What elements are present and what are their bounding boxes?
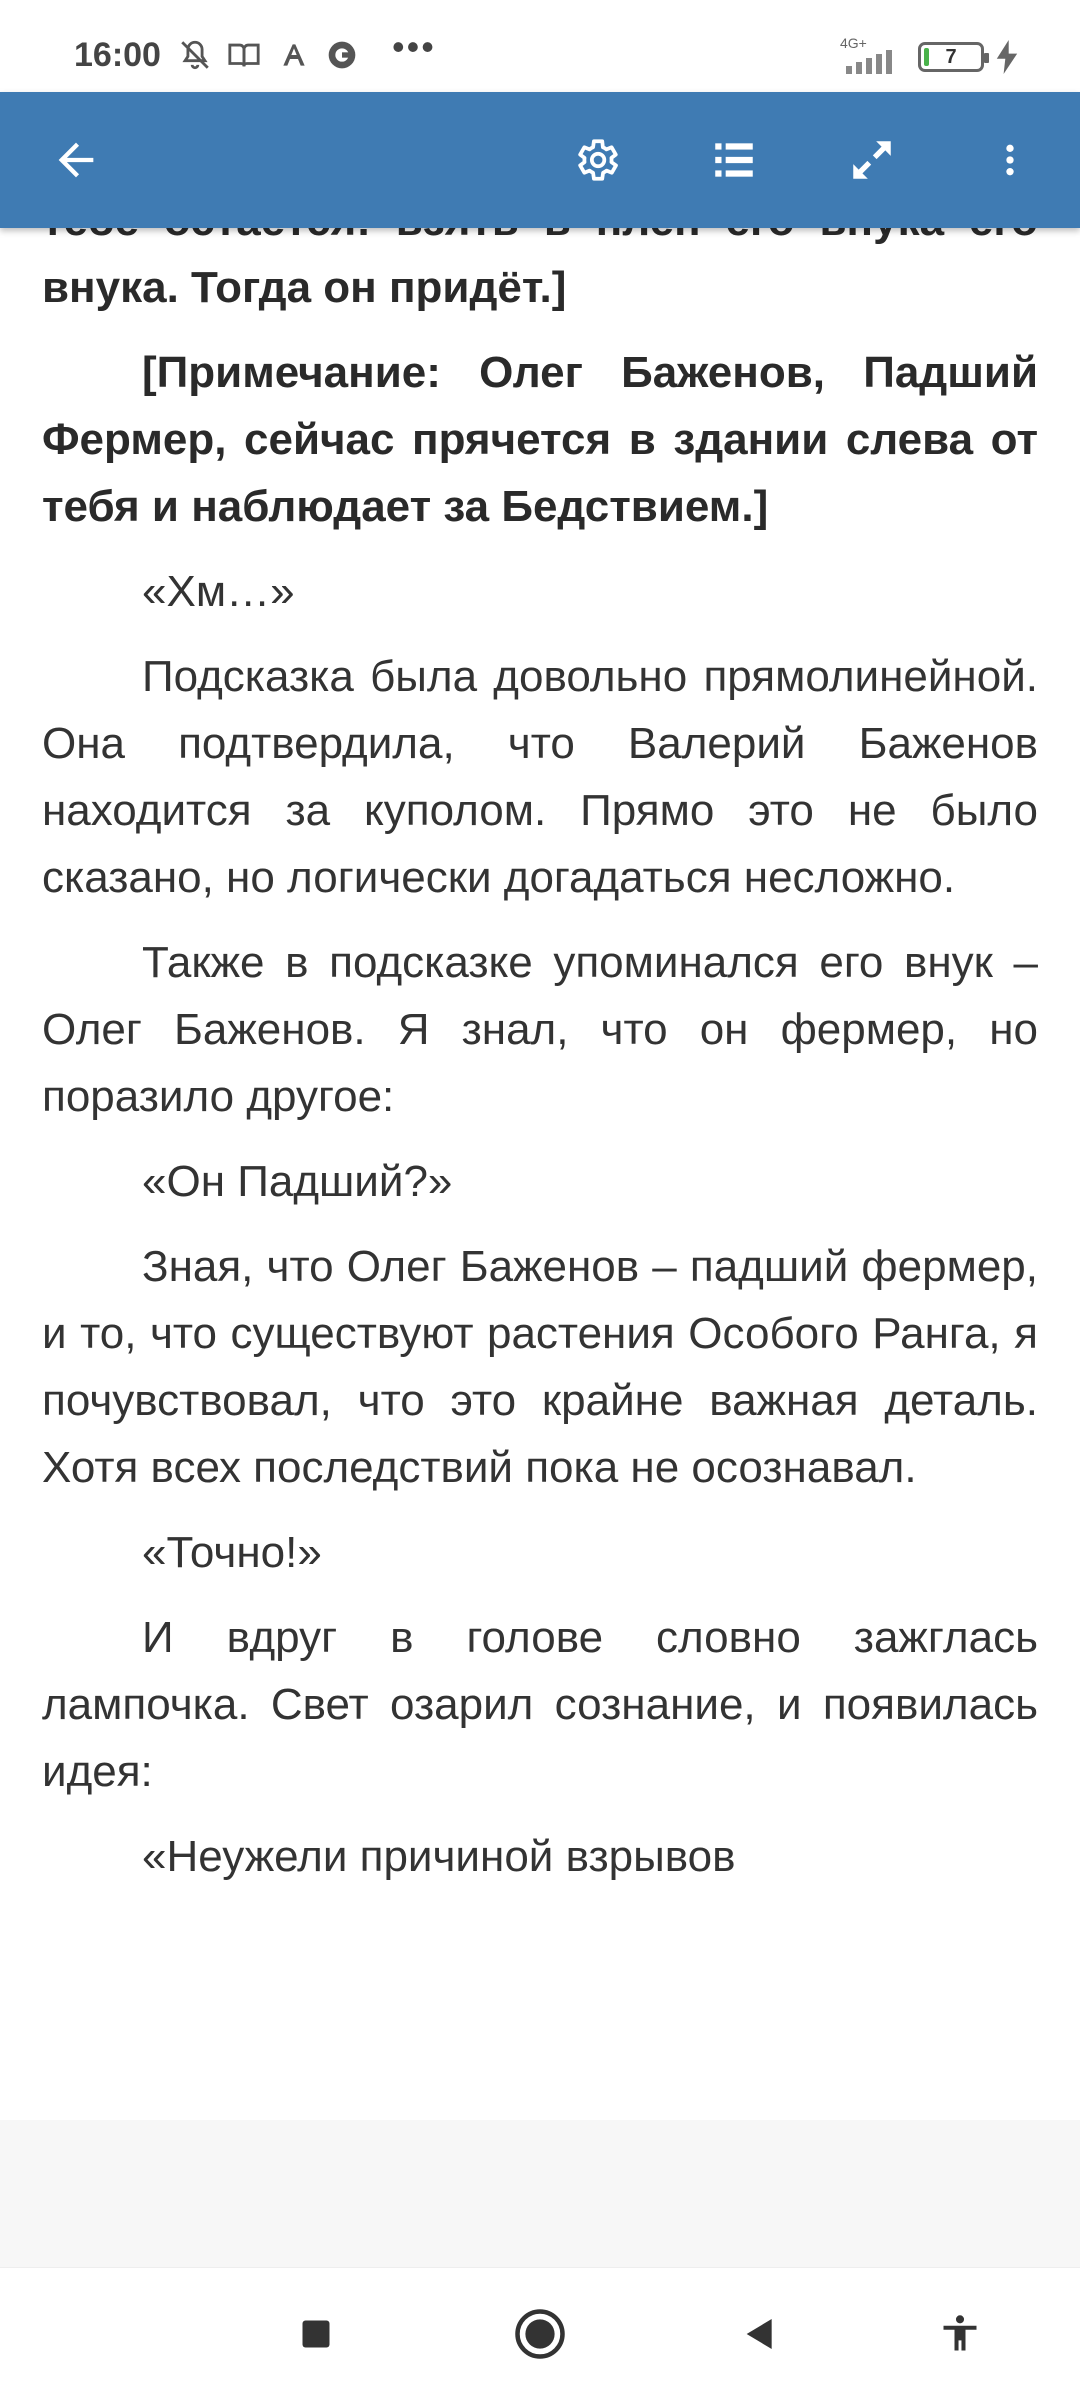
book-icon xyxy=(226,38,262,72)
reader-text-area[interactable] xyxy=(42,160,1038,2120)
font-icon xyxy=(278,38,310,72)
system-navigation-bar xyxy=(0,2267,1080,2400)
table-of-contents-button[interactable] xyxy=(694,120,774,200)
overflow-menu-button[interactable] xyxy=(970,120,1050,200)
back-button-nav[interactable] xyxy=(724,2298,796,2370)
paragraph: Зная, что Олег Баженов – падший фермер, и то, что существуют растения Особого Ранга, я почувствовал, что это крайне важная деталь. Хотя всех последствий пока не осознавал. xyxy=(42,1242,1038,1492)
back-arrow-icon xyxy=(50,134,102,186)
paragraph: [Примечание: Олег Баженов, Падший Фермер, сейчас прячется в здании слева от тебя и наблюдает за Бедствием.] xyxy=(42,348,1038,531)
status-bar xyxy=(0,0,1080,92)
status-time: 16:00 xyxy=(74,36,161,74)
paragraph: Также в подсказке упоминался его внук – Олег Баженов. Я знал, что он фермер, но поразило другое: xyxy=(42,938,1038,1121)
paragraph: внука. Тогда он придёт.] xyxy=(42,263,567,312)
settings-gear-icon xyxy=(571,135,621,185)
battery-indicator xyxy=(918,42,984,72)
vpn-icon xyxy=(326,38,358,72)
back-button[interactable] xyxy=(36,120,116,200)
fullscreen-button[interactable] xyxy=(832,120,912,200)
signal-icon xyxy=(846,50,902,74)
signal-indicator xyxy=(840,36,906,74)
paragraph: «Неужели причиной взрывов xyxy=(142,1832,736,1881)
settings-button[interactable] xyxy=(556,120,636,200)
charging-icon xyxy=(996,40,1018,74)
accessibility-button[interactable] xyxy=(924,2298,996,2370)
blank-footer-area xyxy=(0,2120,1080,2268)
accessibility-icon xyxy=(938,2312,982,2356)
back-triangle-icon xyxy=(740,2314,780,2354)
table-of-contents-icon xyxy=(709,135,759,185)
paragraph: «Хм…» xyxy=(142,567,295,616)
paragraph: Подсказка была довольно прямолинейной. Она подтвердила, что Валерий Баженов находится за куполом. Прямо это не было сказано, но логически догадаться несложно. xyxy=(42,652,1038,902)
home-circle-icon xyxy=(513,2307,567,2361)
battery-level: 7 xyxy=(945,46,957,68)
fullscreen-icon xyxy=(847,135,897,185)
paragraph: И вдруг в голове словно зажглась лампочка. Свет озарил сознание, и появилась идея: xyxy=(42,1613,1038,1796)
overflow-menu-icon xyxy=(990,135,1030,185)
notifications-off-icon xyxy=(178,38,212,72)
paragraph: «Он Падший?» xyxy=(142,1157,453,1206)
app-bar xyxy=(0,92,1080,228)
more-dots-icon: ••• xyxy=(392,26,436,67)
recents-button[interactable] xyxy=(280,2298,352,2370)
network-type: 4G+ xyxy=(840,35,867,51)
home-button[interactable] xyxy=(504,2298,576,2370)
paragraph: «Точно!» xyxy=(142,1528,322,1577)
recents-square-icon xyxy=(298,2316,334,2352)
